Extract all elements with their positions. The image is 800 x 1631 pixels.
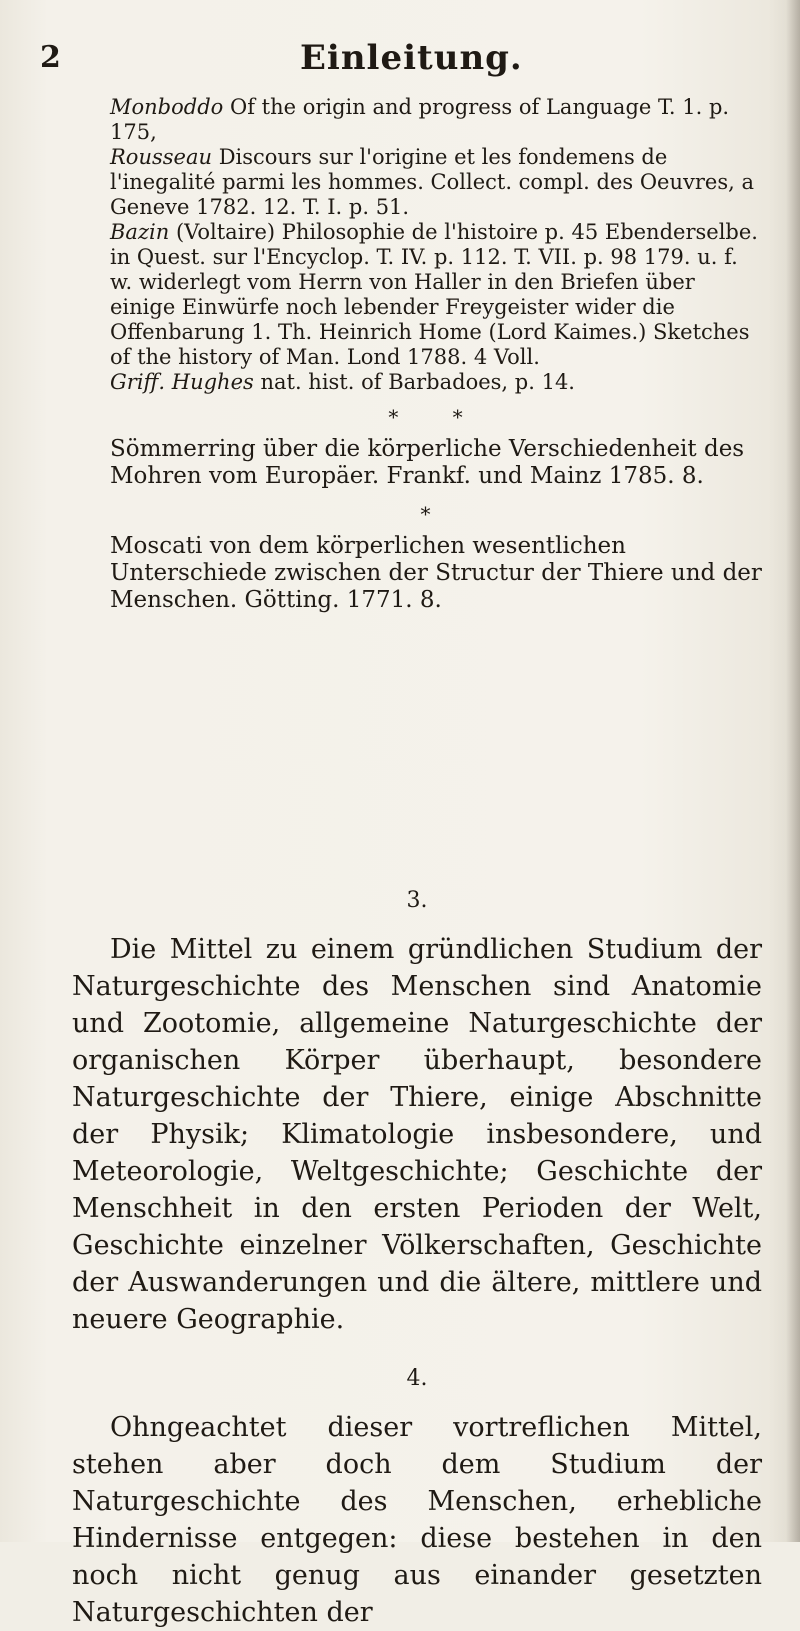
star-glyph: * [420, 502, 455, 526]
entry-author: Monboddo [110, 95, 224, 119]
main-text [72, 860, 762, 1631]
section-number: 3. [406, 888, 428, 913]
entry-text: Of the origin and progress of Language T. 1. p. 175, [110, 95, 730, 144]
page-number: 2 [40, 40, 61, 75]
entry-text: (Voltaire) Philosophie de l'histoire p. 45 Ebenderselbe. in Quest. sur l'Encyclop. T. IV. p. 112. T. VII. p. 98 179. u. f. w. widerlegt vom Herrn von Haller in den Briefen über einige Einwürfe noch lebender Freygeister wider die Offenbarung 1. Th. Heinrich Home (Lord Kaimes.) Sketches of the history of Man. Lond 1788. 4 Voll. [110, 220, 758, 369]
note-moscati: Moscati von dem körperlichen wesentlichen Unterschiede zwischen der Structur der Thiere und der Menschen. Götting. 1771. 8. [110, 533, 762, 613]
running-head: Einleitung. [300, 38, 523, 78]
bibliography-entry-rousseau [110, 145, 765, 220]
section-4-paragraph: Ohngeachtet dieser vortreflichen Mittel, stehen aber doch dem Studium der Naturgeschichte des Menschen, erhebliche Hindernisse entgegen: diese bestehen in den noch nicht genug aus einander gesetzten Naturgeschichten der [72, 1412, 762, 1628]
section-number: 4. [406, 1366, 428, 1391]
asterism-divider [110, 502, 765, 527]
page-edge-shadow [786, 0, 800, 1542]
entry-author: Rousseau [110, 145, 213, 169]
note-soemmerring: Sömmerring über die körperliche Verschiedenheit des Mohren vom Europäer. Frankf. und Mainz 1785. 8. [110, 436, 745, 489]
star-glyph: * [388, 405, 423, 429]
entry-author: Griff. Hughes [110, 370, 254, 394]
section-3-paragraph: Die Mittel zu einem gründlichen Studium der Naturgeschichte des Menschen sind Anatomie und Zootomie, allgemeine Naturgeschichte der organischen Körper überhaupt, besondere Naturgeschichte der Thiere, einige Abschnitte der Physik; Klimatologie insbesondere, und Meteorologie, Weltgeschichte; Geschichte der Menschheit in den ersten Perioden der Welt, Geschichte einzelner Völkerschaften, Geschichte der Auswanderungen und die ältere, mittlere und neuere Geographie. [72, 934, 762, 1335]
page-header [0, 38, 800, 88]
entry-author: Bazin [110, 220, 170, 244]
bibliography-block [110, 95, 765, 614]
bibliography-entry-monboddo [110, 95, 765, 145]
bibliography-entry-hughes [110, 370, 765, 395]
star-glyph: * [452, 405, 487, 429]
entry-text: nat. hist. of Barbadoes, p. 14. [253, 370, 575, 394]
bibliography-entry-bazin [110, 220, 765, 370]
asterism-divider [110, 405, 765, 430]
entry-text: Discours sur l'origine et les fondemens de l'inegalité parmi les hommes. Collect. compl. des Oeuvres, a Geneve 1782. 12. T. I. p. 51. [110, 145, 754, 219]
